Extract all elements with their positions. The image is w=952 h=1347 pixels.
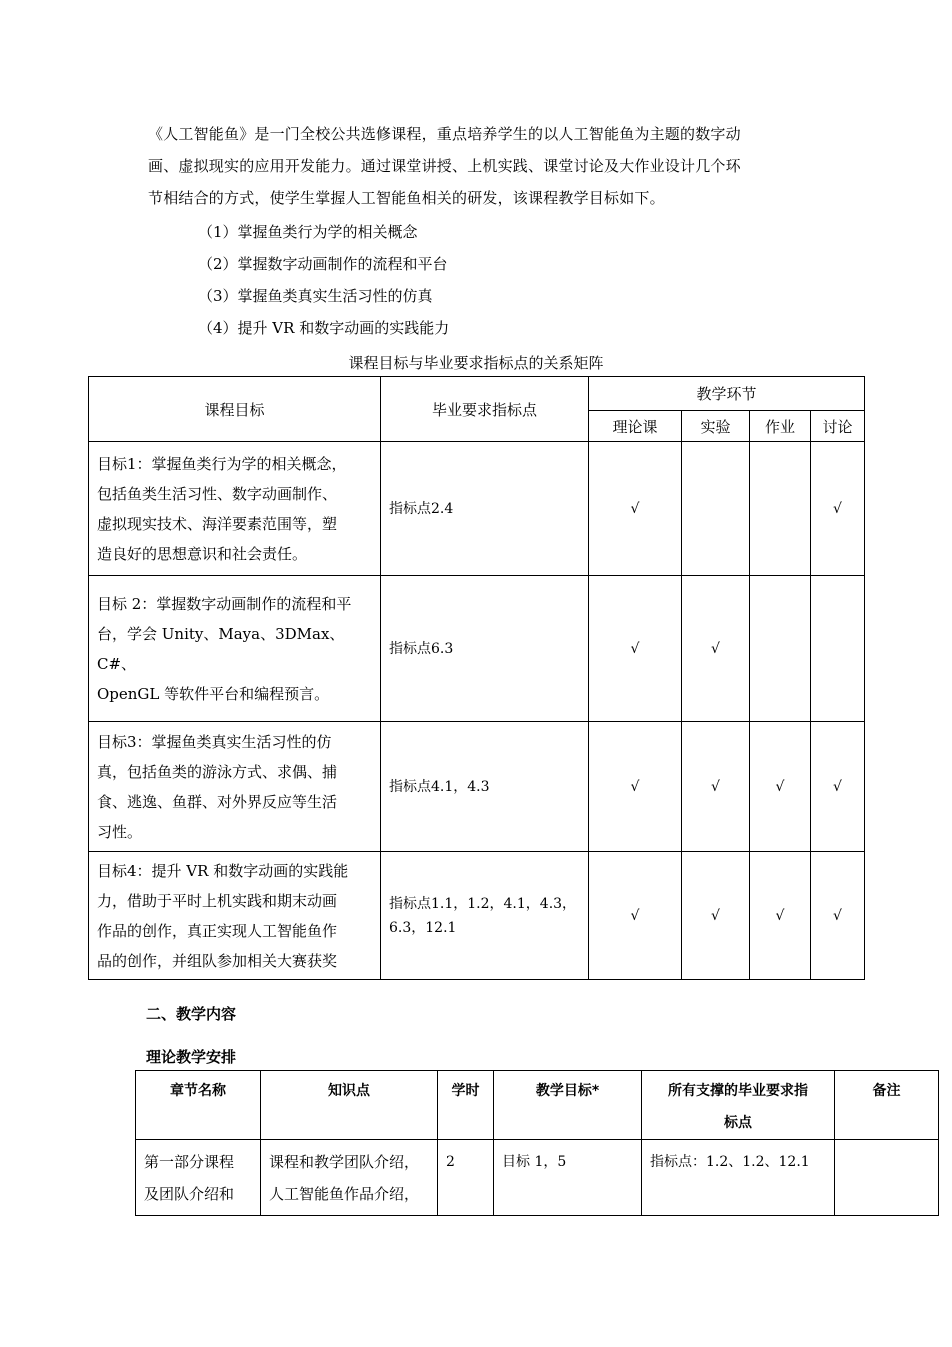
homework-check [750,576,811,722]
goal-matrix-table [88,376,865,980]
header-discussion: 讨论 [811,411,865,442]
point-line: 指标点2.4 [389,500,454,517]
point-line: 指标点4.1，4.3 [389,778,490,795]
point-line: 指标点6.3 [389,640,454,657]
matrix-header-row [89,377,865,411]
goal-line: 力，借助于平时上机实践和期末动画 [97,891,338,910]
header-goal: 课程目标 [89,377,381,442]
goal-line: 目标4：提升 VR 和数字动画的实践能 [97,861,349,880]
discussion-check [811,576,865,722]
matrix-row [89,576,865,722]
objective-item: （1）掌握鱼类行为学的相关概念 [198,223,418,241]
matrix-row [89,852,865,980]
objective-item: （4）提升 VR 和数字动画的实践能力 [198,319,450,337]
homework-check [750,442,811,576]
discussion-check: √ [811,722,865,852]
objective-item: （3）掌握鱼类真实生活习性的仿真 [198,287,433,305]
theory-check: √ [589,852,682,980]
header-homework: 作业 [750,411,811,442]
homework-check: √ [750,722,811,852]
section-title: 二、教学内容 [146,1005,237,1023]
point-cell [381,576,589,722]
header-support-line: 所有支撑的毕业要求指 [668,1083,808,1099]
schedule-row [136,1140,939,1216]
knowledge-line: 人工智能鱼作品介绍， [269,1185,420,1203]
header-hours: 学时 [438,1071,494,1140]
point-cell [381,722,589,852]
objectives-list [198,216,449,344]
point-line: 指标点1.1，1.2，4.1，4.3， [389,895,577,912]
point-cell [381,442,589,576]
goal-cell [89,852,381,980]
knowledge-cell [261,1140,438,1216]
lab-check: √ [682,576,750,722]
header-point: 毕业要求指标点 [381,377,589,442]
header-target: 教学目标* [494,1071,642,1140]
intro-line-2: 画、虚拟现实的应用开发能力。通过课堂讲授、上机实践、课堂讨论及大作业设计几个环 [148,157,741,175]
goal-line: 包括鱼类生活习性、数字动画制作、 [97,484,338,503]
matrix-row [89,442,865,576]
theory-check: √ [589,576,682,722]
matrix-row [89,722,865,852]
lab-check [682,442,750,576]
target-cell: 目标 1，5 [494,1140,642,1216]
intro-line-3: 节相结合的方式，使学生掌握人工智能鱼相关的研发，该课程教学目标如下。 [148,189,665,207]
support-cell: 指标点：1.2、1.2、12.1 [642,1140,835,1216]
lab-check: √ [682,852,750,980]
hours-cell: 2 [438,1140,494,1216]
theory-check: √ [589,722,682,852]
theory-schedule-table [135,1070,939,1216]
header-lab: 实验 [682,411,750,442]
goal-line: 台，学会 Unity、Maya、3DMax、C#、 [97,624,345,673]
discussion-check: √ [811,442,865,576]
matrix-caption: 课程目标与毕业要求指标点的关系矩阵 [348,354,604,372]
intro-paragraph [148,118,818,214]
lab-check: √ [682,722,750,852]
goal-line: 食、逃逸、鱼群、对外界反应等生活 [97,792,338,811]
header-support-line: 标点 [724,1115,752,1131]
intro-line-1: 《人工智能鱼》是一门全校公共选修课程，重点培养学生的以人工智能鱼为主题的数字动 [148,125,741,143]
goal-line: 目标 2：掌握数字动画制作的流程和平 [97,594,352,613]
header-remark: 备注 [835,1071,939,1140]
homework-check: √ [750,852,811,980]
goal-line: 造良好的思想意识和社会责任。 [97,544,308,563]
goal-line: 真，包括鱼类的游泳方式、求偶、捕 [97,762,338,781]
goal-line: 目标3：掌握鱼类真实生活习性的仿 [97,732,332,751]
point-line: 6.3，12.1 [389,919,457,936]
remark-cell [835,1140,939,1216]
header-support [642,1071,835,1140]
chapter-cell [136,1140,261,1216]
objective-item: （2）掌握数字动画制作的流程和平台 [198,255,448,273]
goal-line: 习性。 [97,822,143,841]
header-segment: 教学环节 [589,377,865,411]
goal-line: OpenGL 等软件平台和编程预言。 [97,684,330,703]
point-cell [381,852,589,980]
schedule-header-row [136,1071,939,1140]
section-subtitle: 理论教学安排 [146,1048,237,1066]
knowledge-line: 课程和教学团队介绍， [269,1153,420,1171]
goal-line: 作品的创作，真正实现人工智能鱼作 [97,921,338,940]
header-chapter: 章节名称 [136,1071,261,1140]
chapter-line: 第一部分课程 [144,1153,235,1171]
goal-line: 虚拟现实技术、海洋要素范围等，塑 [97,514,338,533]
goal-cell [89,442,381,576]
goal-cell [89,576,381,722]
header-theory: 理论课 [589,411,682,442]
goal-cell [89,722,381,852]
chapter-line: 及团队介绍和 [144,1185,235,1203]
discussion-check: √ [811,852,865,980]
theory-check: √ [589,442,682,576]
header-knowledge: 知识点 [261,1071,438,1140]
goal-line: 品的创作，并组队参加相关大赛获奖 [97,951,338,970]
goal-line: 目标1：掌握鱼类行为学的相关概念， [97,454,347,473]
